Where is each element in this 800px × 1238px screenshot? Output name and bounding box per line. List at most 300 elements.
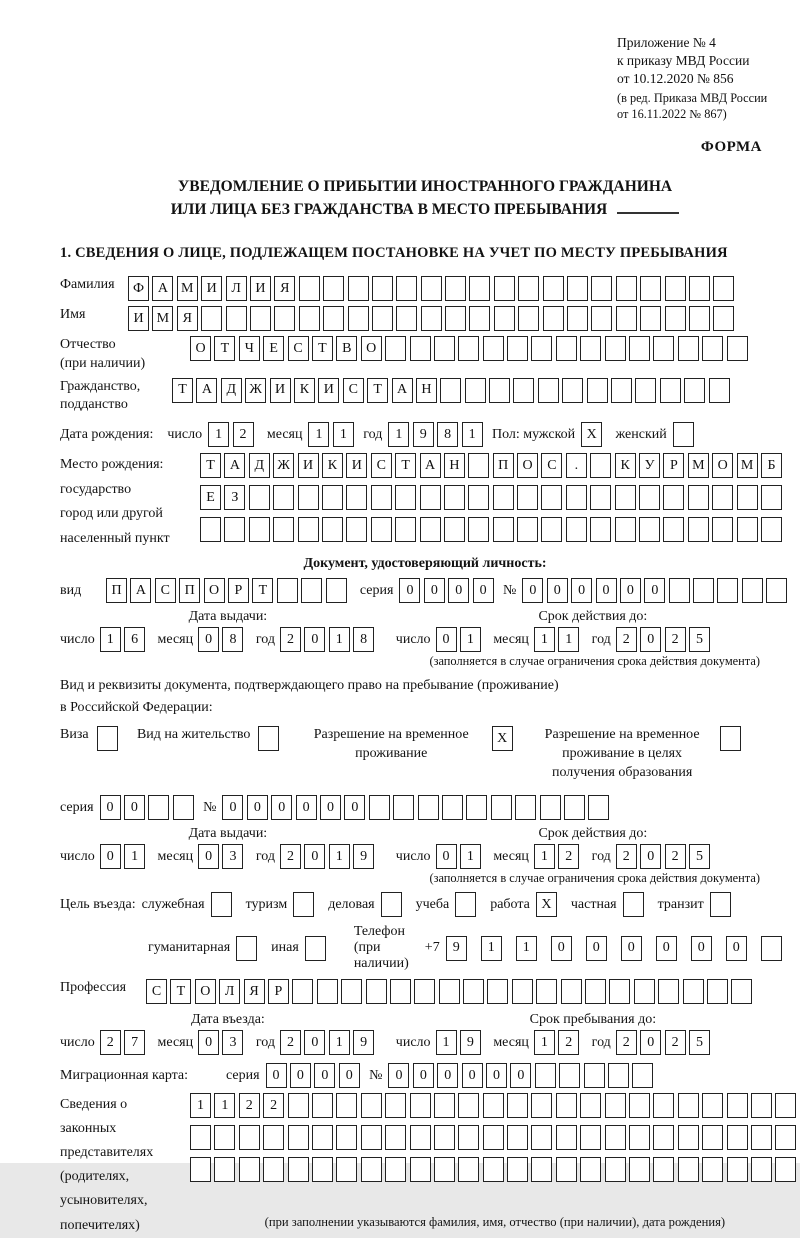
sex-male-checkbox: [581, 422, 605, 447]
identity-valid-heading: Срок действия до:: [538, 609, 648, 625]
char-box: С: [541, 453, 562, 478]
amendment-block: [617, 91, 790, 123]
char-box: 1: [534, 844, 555, 869]
birth-place-label-line: государство: [60, 481, 132, 497]
char-box: А: [224, 453, 245, 478]
char-box: [566, 485, 587, 510]
char-box: О: [712, 453, 733, 478]
char-box: 3: [222, 1030, 243, 1055]
entry-date-year: [280, 1030, 378, 1055]
representatives-row-3: [190, 1157, 800, 1182]
char-box: 0: [304, 627, 325, 652]
amendment-line: (в ред. Приказа МВД России: [617, 91, 768, 106]
char-box: [564, 795, 585, 820]
char-box: 3: [222, 844, 243, 869]
char-box: [609, 979, 630, 1004]
char-box: 0: [473, 578, 494, 603]
birth-place-row-1: [200, 453, 785, 478]
residence-valid-year: [616, 844, 714, 869]
char-box: [445, 306, 466, 331]
char-box: [712, 485, 733, 510]
char-box: [615, 517, 636, 542]
char-box: [678, 336, 699, 361]
char-box: [665, 276, 686, 301]
char-box: Т: [395, 453, 416, 478]
stay-until-heading: Срок пребывания до:: [529, 1012, 657, 1028]
residence-issue-heading: Дата выдачи:: [188, 826, 268, 842]
char-box: [518, 276, 539, 301]
char-box: [688, 485, 709, 510]
patronymic-label-line: Отчество: [60, 337, 116, 353]
char-box: [305, 936, 326, 961]
option-temp-residence-education: [532, 726, 744, 783]
char-box: [580, 1157, 601, 1182]
char-box: 0: [620, 578, 641, 603]
patronymic-label-line: (при наличии): [60, 355, 146, 371]
identity-valid-year: [616, 627, 714, 652]
char-box: [567, 276, 588, 301]
char-box: [678, 1157, 699, 1182]
char-box: [591, 306, 612, 331]
char-box: Р: [268, 979, 289, 1004]
char-box: 2: [100, 1030, 121, 1055]
char-box: С: [288, 336, 309, 361]
char-box: [277, 578, 298, 603]
month-label: месяц: [157, 631, 194, 647]
day-label: число: [395, 1034, 431, 1050]
char-box: [317, 979, 338, 1004]
identity-series-boxes: [399, 578, 497, 603]
char-box: [531, 1157, 552, 1182]
representatives-label-line: Сведения о: [60, 1097, 128, 1113]
month-label: месяц: [157, 848, 194, 864]
char-box: [292, 979, 313, 1004]
char-box: 8: [222, 627, 243, 652]
char-box: [775, 1157, 796, 1182]
char-box: Н: [444, 453, 465, 478]
residence-issue-month: [198, 844, 247, 869]
residence-series-label: серия: [60, 799, 94, 815]
char-box: [173, 795, 194, 820]
char-box: О: [195, 979, 216, 1004]
char-box: [288, 1125, 309, 1150]
char-box: [702, 1093, 723, 1118]
purpose-humanitarian-checkbox: [236, 936, 271, 961]
char-box: 0: [124, 795, 145, 820]
patronymic-boxes: [190, 336, 751, 361]
char-box: 1: [333, 422, 354, 447]
char-box: [434, 336, 455, 361]
char-box: [466, 795, 487, 820]
char-box: [536, 979, 557, 1004]
char-box: [683, 979, 704, 1004]
char-box: [298, 485, 319, 510]
char-box: П: [179, 578, 200, 603]
char-box: [263, 1157, 284, 1182]
identity-doc-heading: Документ, удостоверяющий личность:: [303, 556, 547, 572]
char-box: [440, 378, 461, 403]
char-box: [263, 1125, 284, 1150]
char-box: 0: [314, 1063, 335, 1088]
entry-date-heading: Дата въезда:: [191, 1012, 265, 1028]
char-box: 1: [388, 422, 409, 447]
char-box: [385, 1125, 406, 1150]
char-box: Я: [177, 306, 198, 331]
char-box: [200, 517, 221, 542]
char-box: 0: [586, 936, 607, 961]
char-box: 1: [308, 422, 329, 447]
char-box: [556, 336, 577, 361]
identity-number-boxes: [522, 578, 790, 603]
entry-dates: [60, 1012, 790, 1055]
representatives-label-line: представителях: [60, 1145, 154, 1161]
char-box: [702, 1125, 723, 1150]
char-box: Т: [367, 378, 388, 403]
birth-year-boxes: [388, 422, 486, 447]
char-box: [468, 453, 489, 478]
char-box: [434, 1157, 455, 1182]
char-box: А: [152, 276, 173, 301]
char-box: 1: [100, 627, 121, 652]
identity-valid-month: [534, 627, 583, 652]
char-box: 2: [665, 844, 686, 869]
citizenship-label-line: подданство: [60, 396, 128, 412]
char-box: [211, 892, 232, 917]
char-box: [556, 1125, 577, 1150]
entry-date-month: [198, 1030, 247, 1055]
option-temp-residence: [299, 726, 516, 764]
migration-number-label: №: [369, 1067, 383, 1083]
char-box: 0: [547, 578, 568, 603]
char-box: Т: [172, 378, 193, 403]
char-box: [458, 1157, 479, 1182]
char-box: 0: [271, 795, 292, 820]
char-box: 0: [222, 795, 243, 820]
representatives-label-line: (родителях,: [60, 1169, 130, 1185]
char-box: А: [196, 378, 217, 403]
char-box: Е: [263, 336, 284, 361]
char-box: 0: [344, 795, 365, 820]
char-box: [727, 1093, 748, 1118]
identity-series-label: серия: [359, 582, 394, 598]
char-box: [239, 1157, 260, 1182]
char-box: 0: [640, 844, 661, 869]
char-box: [580, 336, 601, 361]
option-visa: [60, 726, 121, 751]
char-box: [737, 485, 758, 510]
char-box: М: [737, 453, 758, 478]
purpose-official-label: служебная: [141, 896, 205, 912]
char-box: [538, 378, 559, 403]
char-box: 1: [516, 936, 537, 961]
char-box: [455, 892, 476, 917]
birth-place-row-2: [200, 485, 785, 510]
char-box: [727, 1125, 748, 1150]
char-box: [543, 276, 564, 301]
char-box: 9: [353, 844, 374, 869]
option-visa-label: Виза: [60, 727, 89, 743]
patronymic-row: [60, 336, 790, 372]
char-box: 0: [644, 578, 665, 603]
char-box: Я: [244, 979, 265, 1004]
profession-row: [60, 979, 790, 1004]
sex-female-checkbox: [673, 422, 697, 447]
char-box: [468, 517, 489, 542]
stay-until-month: [534, 1030, 583, 1055]
char-box: [442, 795, 463, 820]
option-residence-permit-label: Вид на жительство: [136, 727, 251, 743]
blank-underline: [617, 200, 679, 214]
residence-options: [60, 726, 790, 783]
char-box: [639, 485, 660, 510]
char-box: [214, 1125, 235, 1150]
char-box: [288, 1157, 309, 1182]
char-box: 0: [462, 1063, 483, 1088]
char-box: [665, 306, 686, 331]
char-box: 0: [198, 844, 219, 869]
char-box: [385, 336, 406, 361]
char-box: [580, 1125, 601, 1150]
char-box: 2: [239, 1093, 260, 1118]
char-box: [727, 1157, 748, 1182]
char-box: С: [343, 378, 364, 403]
char-box: [489, 378, 510, 403]
char-box: [395, 517, 416, 542]
char-box: [507, 1125, 528, 1150]
migration-number-boxes: [388, 1063, 656, 1088]
char-box: [751, 1093, 772, 1118]
char-box: [710, 892, 731, 917]
char-box: 5: [689, 844, 710, 869]
char-box: 0: [448, 578, 469, 603]
char-box: 1: [558, 627, 579, 652]
char-box: 9: [460, 1030, 481, 1055]
char-box: У: [639, 453, 660, 478]
citizenship-boxes: [172, 378, 733, 403]
char-box: Д: [249, 453, 270, 478]
char-box: [366, 979, 387, 1004]
char-box: [348, 276, 369, 301]
char-box: [608, 1063, 629, 1088]
char-box: [487, 979, 508, 1004]
identity-issue-month: [198, 627, 247, 652]
char-box: [491, 795, 512, 820]
char-box: [605, 1157, 626, 1182]
char-box: [288, 1093, 309, 1118]
char-box: [390, 979, 411, 1004]
char-box: [445, 276, 466, 301]
phone-boxes: [446, 936, 796, 961]
migration-card-label: Миграционная карта:: [60, 1067, 189, 1083]
section1-heading: 1. СВЕДЕНИЯ О ЛИЦЕ, ПОДЛЕЖАЩЕМ ПОСТАНОВКЕ НА УЧЕТ ПО МЕСТУ ПРЕБЫВАНИЯ: [60, 245, 728, 262]
residence-valid-heading: Срок действия до:: [538, 826, 648, 842]
char-box: Д: [221, 378, 242, 403]
char-box: [434, 1125, 455, 1150]
residence-series-row: [60, 795, 790, 820]
char-box: [629, 1157, 650, 1182]
char-box: [653, 1093, 674, 1118]
char-box: И: [270, 378, 291, 403]
char-box: [312, 1157, 333, 1182]
char-box: 0: [388, 1063, 409, 1088]
char-box: [689, 306, 710, 331]
char-box: 0: [510, 1063, 531, 1088]
char-box: Р: [663, 453, 684, 478]
phone-label: Телефон (при наличии): [353, 924, 409, 972]
char-box: [371, 485, 392, 510]
char-box: 2: [665, 627, 686, 652]
day-label: число: [60, 631, 95, 647]
representatives-note: (при заполнении указываются фамилия, имя, отчество (при наличии), дата рождения): [264, 1215, 726, 1230]
identity-issue-col: [60, 609, 396, 652]
residence-number-label: №: [203, 799, 217, 815]
char-box: 9: [413, 422, 434, 447]
purpose-tourism-label: туризм: [245, 896, 288, 912]
char-box: [444, 485, 465, 510]
char-box: [639, 517, 660, 542]
char-box: [653, 1125, 674, 1150]
char-box: [688, 517, 709, 542]
char-box: Ф: [128, 276, 149, 301]
char-box: 1: [329, 627, 350, 652]
residence-issue-day: [100, 844, 149, 869]
char-box: Т: [214, 336, 235, 361]
char-box: [766, 578, 787, 603]
profession-boxes: [146, 979, 756, 1004]
char-box: [214, 1157, 235, 1182]
char-box: З: [224, 485, 245, 510]
residence-valid-col: [396, 826, 790, 869]
char-box: [588, 795, 609, 820]
char-box: П: [493, 453, 514, 478]
annex-line: от 10.12.2020 № 856: [617, 70, 734, 86]
char-box: 0: [621, 936, 642, 961]
char-box: [635, 378, 656, 403]
char-box: [761, 936, 782, 961]
char-box: [605, 1125, 626, 1150]
char-box: [587, 378, 608, 403]
identity-number-label: №: [503, 582, 517, 598]
char-box: [678, 1125, 699, 1150]
char-box: К: [615, 453, 636, 478]
char-box: [414, 979, 435, 1004]
year-label: год: [255, 1034, 275, 1050]
purpose-work-checkbox: [536, 892, 571, 917]
identity-valid-col: [396, 609, 790, 652]
char-box: .: [566, 453, 587, 478]
char-box: [751, 1157, 772, 1182]
residence-valid-month: [534, 844, 583, 869]
char-box: [634, 979, 655, 1004]
char-box: [439, 979, 460, 1004]
char-box: 0: [399, 578, 420, 603]
char-box: [323, 306, 344, 331]
purpose-transit-checkbox: [710, 892, 745, 917]
char-box: [369, 795, 390, 820]
char-box: [615, 485, 636, 510]
char-box: 1: [460, 627, 481, 652]
migration-card-row: [60, 1063, 790, 1088]
char-box: [590, 453, 611, 478]
char-box: [224, 517, 245, 542]
char-box: 2: [665, 1030, 686, 1055]
char-box: [421, 306, 442, 331]
char-box: [518, 306, 539, 331]
char-box: А: [392, 378, 413, 403]
char-box: [458, 336, 479, 361]
char-box: А: [420, 453, 441, 478]
residence-number-boxes: [222, 795, 612, 820]
char-box: И: [298, 453, 319, 478]
char-box: 1: [534, 1030, 555, 1055]
char-box: [410, 1093, 431, 1118]
char-box: 0: [304, 1030, 325, 1055]
char-box: [507, 1157, 528, 1182]
char-box: [298, 517, 319, 542]
char-box: [250, 306, 271, 331]
char-box: [469, 306, 490, 331]
char-box: 0: [522, 578, 543, 603]
char-box: [421, 276, 442, 301]
day-label: число: [395, 631, 431, 647]
char-box: [717, 578, 738, 603]
char-box: [673, 422, 694, 447]
char-box: [580, 1093, 601, 1118]
char-box: [418, 795, 439, 820]
char-box: [737, 517, 758, 542]
char-box: [336, 1093, 357, 1118]
char-box: [483, 336, 504, 361]
char-box: Н: [416, 378, 437, 403]
representatives-boxes: [190, 1093, 800, 1230]
char-box: [148, 795, 169, 820]
char-box: И: [346, 453, 367, 478]
char-box: [541, 517, 562, 542]
char-box: 1: [124, 844, 145, 869]
char-box: [663, 517, 684, 542]
char-box: Т: [312, 336, 333, 361]
char-box: X: [536, 892, 557, 917]
identity-issue-year: [280, 627, 378, 652]
identity-kind-label: вид: [60, 582, 82, 598]
char-box: [326, 578, 347, 603]
surname-boxes: [128, 276, 738, 301]
year-label: год: [591, 631, 611, 647]
phone-prefix: +7: [424, 940, 440, 956]
char-box: X: [492, 726, 513, 751]
char-box: 2: [616, 627, 637, 652]
month-label: месяц: [493, 1034, 529, 1050]
char-box: [444, 517, 465, 542]
identity-issue-heading: Дата выдачи:: [188, 609, 268, 625]
char-box: Т: [170, 979, 191, 1004]
char-box: Ч: [239, 336, 260, 361]
char-box: [663, 485, 684, 510]
char-box: [493, 485, 514, 510]
char-box: [684, 378, 705, 403]
char-box: [513, 378, 534, 403]
stay-until-day: [436, 1030, 485, 1055]
char-box: 1: [329, 1030, 350, 1055]
surname-row: [60, 276, 790, 301]
form-word: ФОРМА: [700, 139, 762, 156]
char-box: [751, 1125, 772, 1150]
year-label: год: [591, 1034, 611, 1050]
char-box: [381, 892, 402, 917]
char-box: [299, 306, 320, 331]
char-box: 0: [571, 578, 592, 603]
char-box: 1: [329, 844, 350, 869]
